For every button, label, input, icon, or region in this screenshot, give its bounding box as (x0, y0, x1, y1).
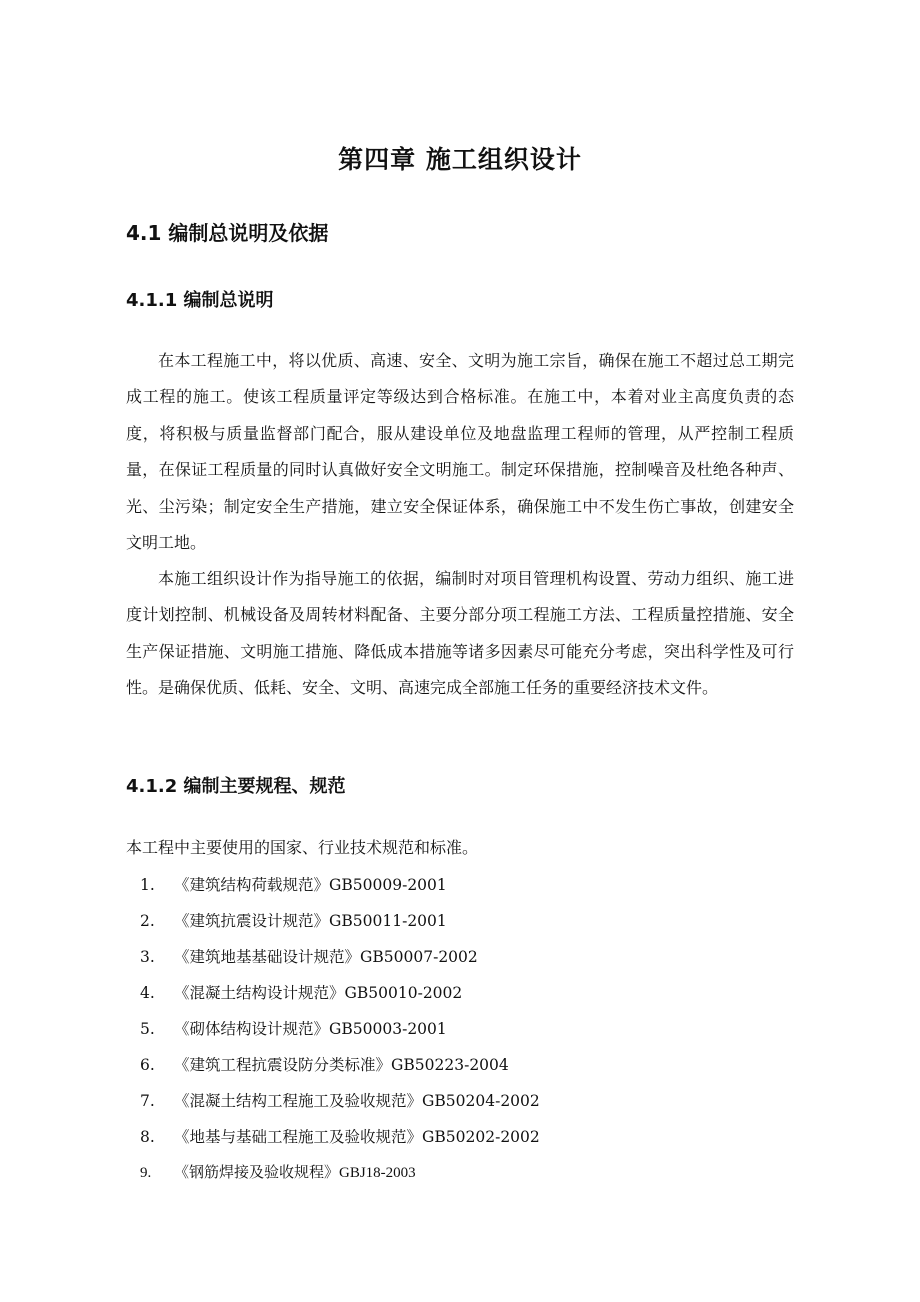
list-item-text: 《混凝土结构工程施工及验收规范》GB50204-2002 (174, 1092, 540, 1110)
list-item-text: 《混凝土结构设计规范》GB50010-2002 (174, 984, 463, 1002)
list-item-text: 《建筑抗震设计规范》GB50011-2001 (174, 912, 447, 930)
list-item-number: 1. (140, 876, 155, 894)
standards-list (140, 870, 540, 1194)
standards-intro: 本工程中主要使用的国家、行业技术规范和标准。 (126, 838, 479, 857)
subsection-title-general: 4.1.1 编制总说明 (126, 290, 274, 311)
list-item (140, 1050, 540, 1086)
list-item-text: 《建筑工程抗震设防分类标准》GB50223-2004 (174, 1056, 509, 1074)
list-item (140, 1014, 540, 1050)
list-item-number: 7. (140, 1092, 155, 1110)
list-item-text: 《建筑结构荷载规范》GB50009-2001 (174, 876, 447, 894)
list-item-number: 6. (140, 1056, 155, 1074)
list-item (140, 1122, 540, 1158)
list-item (140, 1158, 540, 1194)
paragraph-general-1: 在本工程施工中，将以优质、高速、安全、文明为施工宗旨，确保在施工不超过总工期完成工程的施工。使该工程质量评定等级达到合格标准。在施工中，本着对业主高度负责的态度，将积极与质量监督部门配合，服从建设单位及地盘监理工程师的管理，从严控制工程质量，在保证工程质量的同时认真做好安全文明施工。制定环保措施，控制噪音及杜绝各种声、光、尘污染；制定安全生产措施，建立安全保证体系，确保施工中不发生伤亡事故，创建安全文明工地。 (126, 351, 794, 553)
subsection-title-standards: 4.1.2 编制主要规程、规范 (126, 776, 346, 797)
list-item-number: 4. (140, 984, 155, 1002)
list-item (140, 1086, 540, 1122)
section-title: 4.1 编制总说明及依据 (126, 221, 329, 245)
list-item-text: 《地基与基础工程施工及验收规范》GB50202-2002 (174, 1128, 540, 1146)
list-item-number: 8. (140, 1128, 155, 1146)
list-item (140, 942, 540, 978)
list-item-text: 《建筑地基基础设计规范》GB50007-2002 (174, 948, 478, 966)
list-item-number: 5. (140, 1020, 155, 1038)
list-item-number: 3. (140, 948, 155, 966)
list-item-text: 《钢筋焊接及验收规程》GBJ18-2003 (174, 1165, 416, 1181)
list-item-number: 2. (140, 912, 155, 930)
list-item (140, 870, 540, 906)
list-item (140, 906, 540, 942)
paragraph-general-2: 本施工组织设计作为指导施工的依据，编制时对项目管理机构设置、劳动力组织、施工进度计划控制、机械设备及周转材料配备、主要分部分项工程施工方法、工程质量控措施、安全生产保证措施、文明施工措施、降低成本措施等诸多因素尽可能充分考虑，突出科学性及可行性。是确保优质、低耗、安全、文明、高速完成全部施工任务的重要经济技术文件。 (126, 569, 794, 698)
list-item (140, 978, 540, 1014)
chapter-title: 第四章 施工组织设计 (338, 145, 582, 174)
list-item-text: 《砌体结构设计规范》GB50003-2001 (174, 1020, 447, 1038)
list-item-number: 9. (140, 1165, 152, 1181)
